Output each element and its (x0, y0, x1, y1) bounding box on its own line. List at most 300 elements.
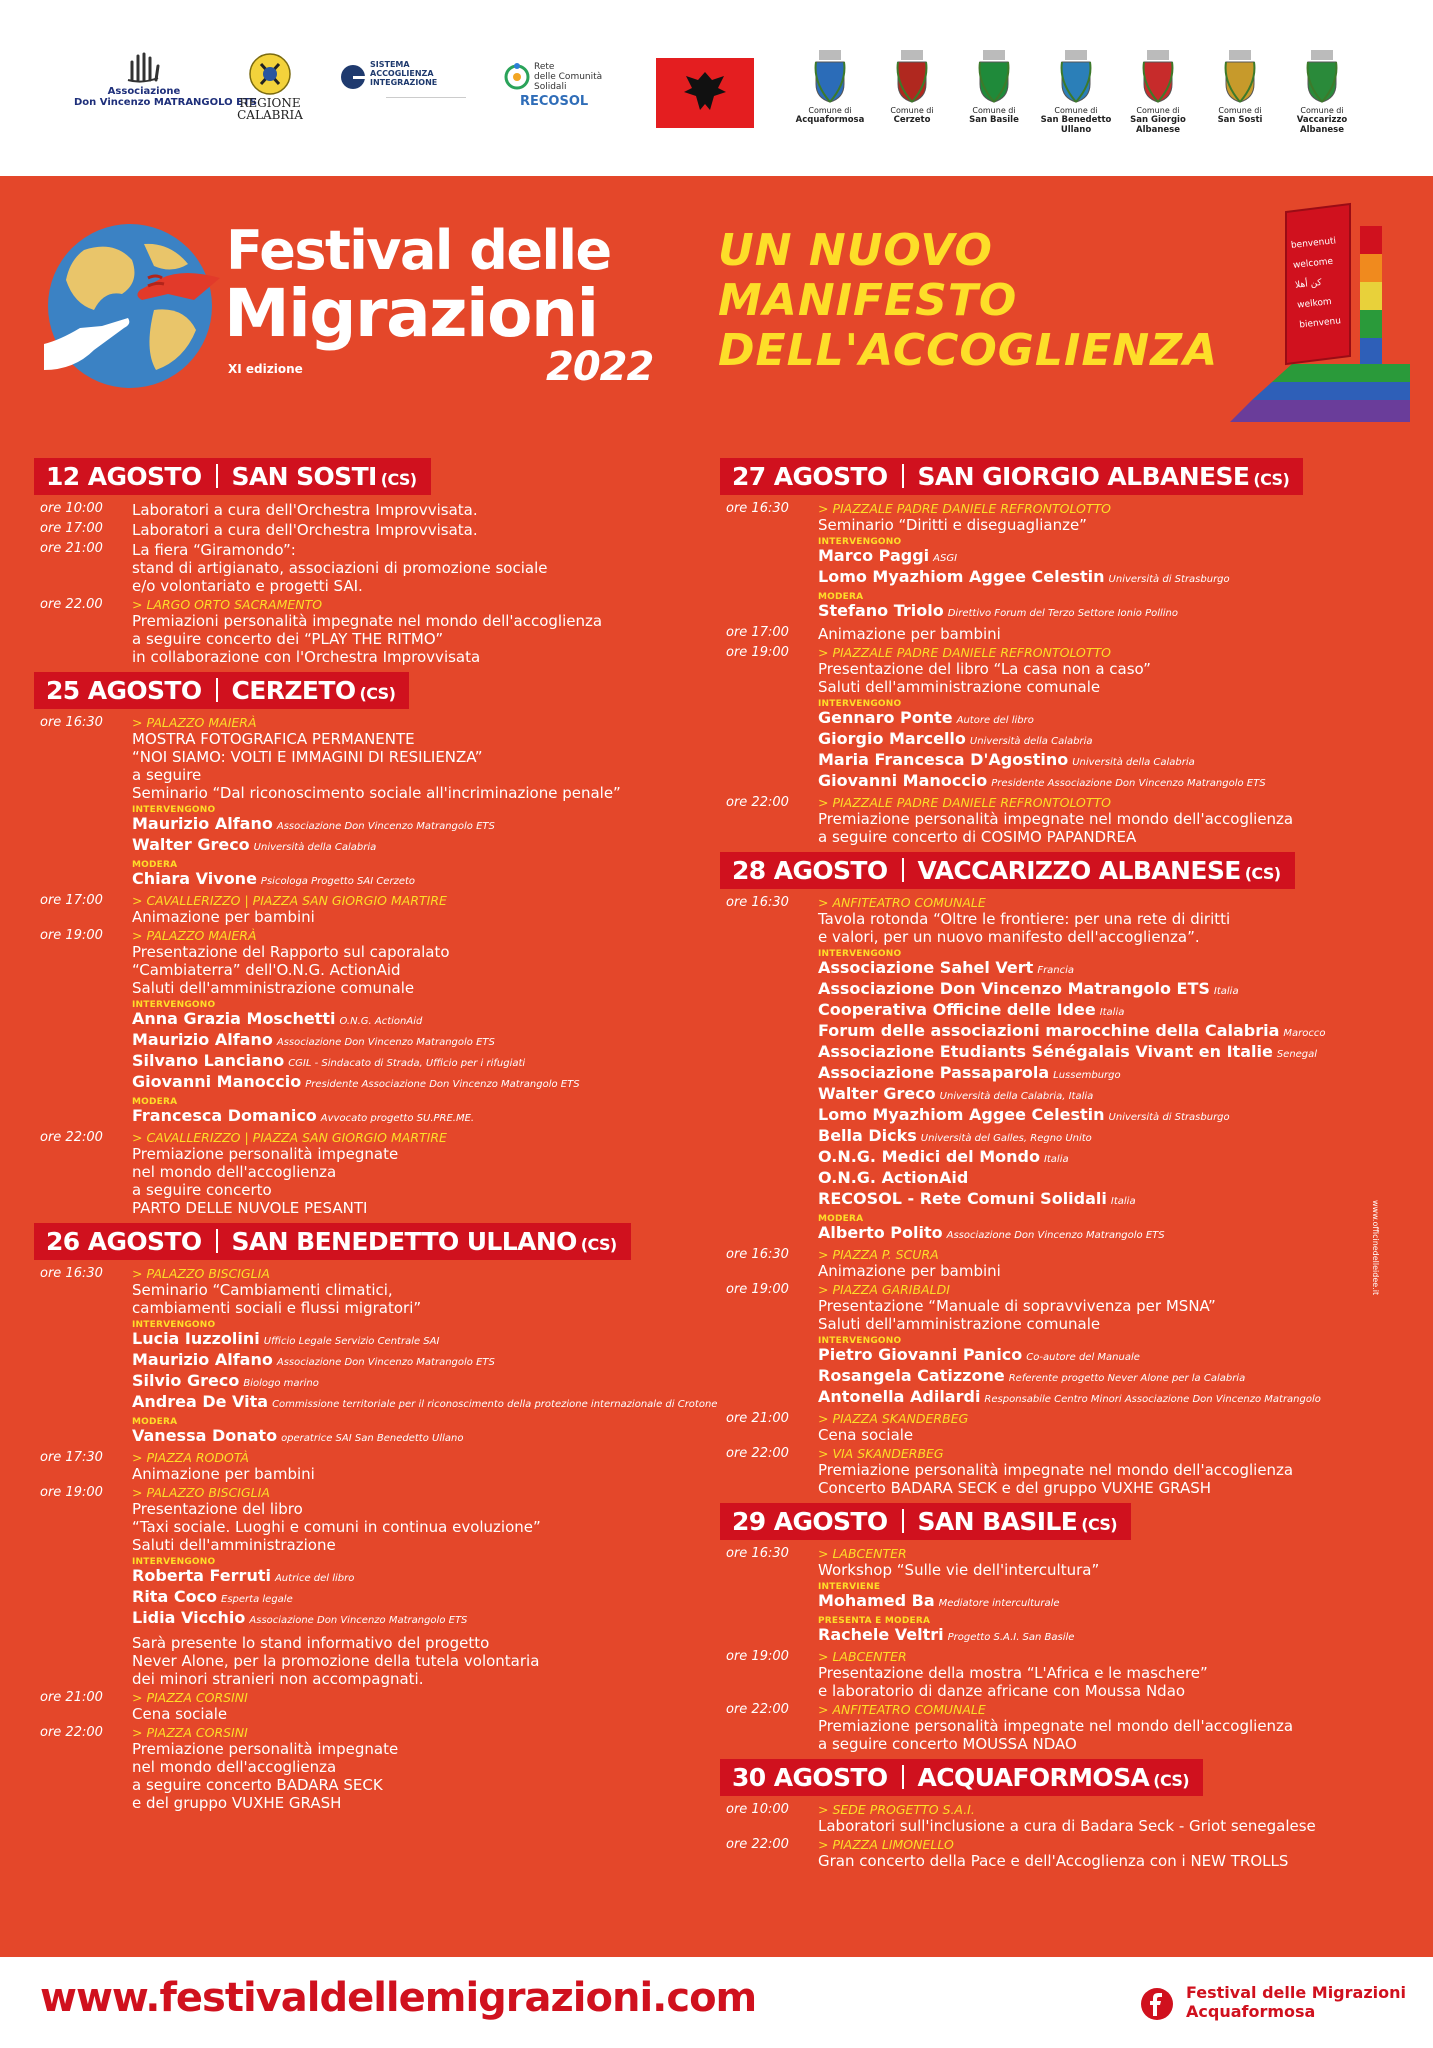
event-row (0, 501, 700, 519)
day-place: SAN BENEDETTO ULLANO (231, 1227, 577, 1256)
header-divider (902, 1509, 904, 1533)
recosol-line3: Solidali (534, 82, 567, 92)
hand-icon (122, 50, 166, 84)
event-line: PARTO DELLE NUVOLE PESANTI (132, 1199, 368, 1217)
event-line: Premiazione personalità impegnate (132, 1740, 399, 1758)
speaker (818, 602, 1426, 623)
facebook-page-link[interactable] (1186, 1983, 1406, 2021)
event-place: > PIAZZA P. SCURA (818, 1247, 939, 1262)
event-row (0, 893, 700, 926)
speaker-affiliation: Italia (1043, 1154, 1069, 1165)
speaker (818, 1127, 1426, 1148)
event-body (132, 1690, 700, 1723)
event-body (818, 1546, 1426, 1647)
sai-line2: ACCOGLIENZA (370, 69, 434, 78)
speaker-name: Maria Francesca D'Agostino (818, 750, 1069, 769)
speaker-role: INTERVENGONO (132, 1557, 216, 1567)
speaker-name: O.N.G. Medici del Mondo (818, 1147, 1040, 1166)
event-place: > PIAZZALE PADRE DANIELE REFRONTOLOTTO (818, 795, 1111, 810)
facebook-icon[interactable] (1140, 1987, 1174, 2021)
speaker-affiliation: Associazione Don Vincenzo Matrangolo ETS (276, 1357, 495, 1368)
event-time: ore 16:30 (726, 895, 789, 910)
program-right-column (686, 458, 1426, 1876)
header-divider (902, 858, 904, 882)
event-body (132, 597, 700, 666)
header-divider (902, 464, 904, 488)
event-time: ore 16:30 (40, 715, 103, 730)
speaker (818, 568, 1426, 589)
speaker-affiliation: Italia (1213, 986, 1239, 997)
event-time: ore 22:00 (726, 795, 789, 810)
event-row (686, 625, 1426, 643)
side-credit[interactable]: www.officinedelleidee.it (1371, 1200, 1380, 1296)
day-province: (CS) (380, 470, 417, 489)
event-row (0, 597, 700, 666)
header-divider (216, 464, 218, 488)
event-place: > PIAZZA CORSINI (132, 1690, 248, 1705)
speaker-name: Giovanni Manoccio (818, 771, 988, 790)
day-province: (CS) (1153, 1771, 1190, 1790)
event-row (0, 1485, 700, 1688)
event-line: Premiazioni personalità impegnate nel mondo dell'accoglienza (132, 612, 603, 630)
event-line: Animazione per bambini (818, 1262, 1001, 1280)
regione-line1: REGIONE (239, 96, 301, 110)
event-body (132, 541, 700, 595)
event-line: Animazione per bambini (132, 908, 315, 926)
comune-crest-icon (977, 48, 1011, 104)
speaker-affiliation: Marocco (1283, 1028, 1326, 1039)
event-line: Seminario “Diritti e diseguaglianze” (818, 516, 1087, 534)
festival-title-line1: Festival delle (226, 219, 611, 282)
event-line: Gran concerto della Pace e dell'Accoglienza con i NEW TROLLS (818, 1852, 1289, 1870)
speaker-affiliation: ASGI (933, 553, 958, 564)
speaker (818, 772, 1426, 793)
event-place: > PIAZZA SKANDERBEG (818, 1411, 969, 1426)
event-row (686, 895, 1426, 1245)
speaker-name: Forum delle associazioni marocchine della Calabria (818, 1021, 1280, 1040)
header-divider (216, 1229, 218, 1253)
comune-logo (1118, 48, 1198, 135)
speaker-affiliation: Lussemburgo (1053, 1070, 1121, 1081)
speaker (132, 1588, 700, 1609)
event-body (132, 521, 700, 539)
event-line: “NOI SIAMO: VOLTI E IMMAGINI DI RESILIENZA” (132, 748, 483, 766)
speaker-role: INTERVENGONO (818, 1336, 902, 1346)
speaker-name: Associazione Don Vincenzo Matrangolo ETS (818, 979, 1210, 998)
speaker (818, 1148, 1426, 1169)
event-line: Concerto BADARA SECK e del gruppo VUXHE GRASH (818, 1479, 1212, 1497)
event-line: Premiazione personalità impegnate nel mondo dell'accoglienza (818, 1717, 1294, 1735)
event-line: Tavola rotonda “Oltre le frontiere: per una rete di diritti (818, 910, 1231, 928)
speaker-affiliation: Università di Strasburgo (1108, 1112, 1230, 1123)
comune-name: Vaccarizzo Albanese (1296, 115, 1348, 135)
comune-crest-icon (1223, 48, 1257, 104)
speaker (818, 1346, 1426, 1367)
comune-label: Comune di (1054, 106, 1098, 115)
speaker-role: MODERA (132, 1097, 178, 1107)
speaker-name: Andrea De Vita (132, 1392, 269, 1411)
event-place: > SEDE PROGETTO S.A.I. (818, 1802, 975, 1817)
speaker (132, 1031, 700, 1052)
speaker (818, 547, 1426, 568)
event-line: a seguire concerto dei “PLAY THE RITMO” (132, 630, 444, 648)
day-date: 26 AGOSTO (46, 1227, 202, 1256)
speaker-name: Mohamed Ba (818, 1591, 935, 1610)
event-place: > ANFITEATRO COMUNALE (818, 1702, 986, 1717)
event-body (132, 1266, 718, 1448)
speaker-affiliation: Università della Calabria, Italia (939, 1091, 1094, 1102)
event-line: Presentazione della mostra “L'Africa e le maschere” (818, 1664, 1208, 1682)
speaker-name: Stefano Triolo (818, 601, 944, 620)
event-line: Presentazione del libro (132, 1500, 303, 1518)
event-time: ore 21:00 (40, 1690, 103, 1705)
banner-word: welkom (1296, 297, 1333, 311)
event-body (818, 1282, 1426, 1409)
speaker (132, 1351, 700, 1372)
albanian-flag (656, 58, 754, 128)
comune-name: San Sosti (1217, 115, 1263, 125)
comune-label: Comune di (1136, 106, 1180, 115)
speaker-affiliation: Università di Strasburgo (1108, 574, 1230, 585)
event-line: a seguire (132, 766, 202, 784)
speaker-name: O.N.G. ActionAid (818, 1168, 969, 1187)
association-logo (74, 50, 257, 108)
speaker (818, 751, 1426, 772)
event-time: ore 16:30 (726, 1247, 789, 1262)
speaker-affiliation: Senegal (1276, 1049, 1318, 1060)
event-time: ore 16:30 (726, 1546, 789, 1561)
event-line: Saluti dell'amministrazione (132, 1536, 336, 1554)
event-line: Premiazione personalità impegnate (132, 1145, 399, 1163)
facebook-page-line2: Acquaformosa (1186, 2002, 1316, 2021)
comune-label: Comune di (1300, 106, 1344, 115)
day-place: SAN BASILE (917, 1507, 1078, 1536)
comune-logo (790, 48, 870, 125)
speaker (132, 1330, 700, 1351)
event-row (686, 1446, 1426, 1497)
event-body (818, 1446, 1426, 1497)
comune-logo (872, 48, 952, 125)
event-body (818, 795, 1426, 846)
day-place: ACQUAFORMOSA (917, 1763, 1150, 1792)
speaker-role: INTERVENGONO (818, 949, 902, 959)
speaker-name: Associazione Etudiants Sénégalais Vivant en Italie (818, 1042, 1273, 1061)
recosol-logo (504, 62, 634, 109)
event-row (0, 1725, 700, 1812)
association-name-line2: Don Vincenzo MATRANGOLO ETS (74, 97, 257, 108)
speaker (132, 1609, 700, 1630)
speaker-affiliation: Università del Galles, Regno Unito (920, 1133, 1092, 1144)
speaker-affiliation: Responsabile Centro Minori Associazione Don Vincenzo Matrangolo (984, 1394, 1321, 1405)
tagline (718, 226, 1218, 376)
event-body (818, 1649, 1426, 1700)
event-place: > CAVALLERIZZO | PIAZZA SAN GIORGIO MARTIRE (132, 1130, 447, 1145)
day-header (34, 1223, 631, 1260)
tagline-line1: UN NUOVO (718, 225, 993, 276)
event-row (686, 1282, 1426, 1409)
event-line: e/o volontariato e progetti SAI. (132, 577, 363, 595)
day-date: 29 AGOSTO (732, 1507, 888, 1536)
event-place: > PIAZZA GARIBALDI (818, 1282, 950, 1297)
event-line: Premiazione personalità impegnate nel mondo dell'accoglienza (818, 1461, 1294, 1479)
day-date: 28 AGOSTO (732, 856, 888, 885)
event-line: cambiamenti sociali e flussi migratori” (132, 1299, 422, 1317)
day-section (0, 458, 700, 666)
comune-name: San Basile (969, 115, 1019, 125)
event-line: e valori, per un nuovo manifesto dell'accoglienza”. (818, 928, 1200, 946)
event-place: > PALAZZO BISCIGLIA (132, 1266, 270, 1281)
speaker-affiliation: Commissione territoriale per il riconoscimento della protezione internazionale di Crotone (272, 1399, 718, 1410)
day-header (720, 458, 1303, 495)
speaker-role: MODERA (132, 1417, 178, 1427)
event-line: stand di artigianato, associazioni di promozione sociale (132, 559, 548, 577)
day-header (720, 852, 1295, 889)
comune-name: Acquaformosa (795, 115, 865, 125)
speaker-affiliation: Autore del libro (956, 715, 1034, 726)
speaker (818, 1085, 1426, 1106)
speaker-name: Maurizio Alfano (132, 1030, 273, 1049)
speaker-name: Gennaro Ponte (818, 708, 953, 727)
speaker-role: PRESENTA E MODERA (818, 1616, 931, 1626)
speaker-affiliation: Università della Calabria (1072, 757, 1195, 768)
event-line: nel mondo dell'accoglienza (132, 1758, 337, 1776)
speaker-name: Antonella Adilardi (818, 1387, 981, 1406)
event-line: Cena sociale (818, 1426, 914, 1444)
event-row (686, 645, 1426, 793)
event-line: Saluti dell'amministrazione comunale (132, 979, 415, 997)
event-time: ore 22:00 (726, 1837, 789, 1852)
sai-sublogos (386, 97, 466, 111)
event-time: ore 19:00 (726, 645, 789, 660)
festival-edition: XI edizione (228, 362, 303, 376)
speaker-role: INTERVENGONO (132, 1320, 216, 1330)
comune-name: San Benedetto Ullano (1040, 115, 1112, 135)
event-place: > PIAZZALE PADRE DANIELE REFRONTOLOTTO (818, 501, 1111, 516)
speaker (132, 1427, 700, 1448)
speaker-affiliation: operatrice SAI San Benedetto Ullano (281, 1433, 464, 1444)
day-header (34, 458, 431, 495)
speaker-affiliation: Associazione Don Vincenzo Matrangolo ETS (276, 821, 495, 832)
speaker-affiliation: Progetto S.A.I. San Basile (947, 1632, 1075, 1643)
header-divider (216, 678, 218, 702)
speaker-affiliation: Esperta legale (221, 1594, 293, 1605)
comune-logo (1036, 48, 1116, 135)
event-line: Never Alone, per la promozione della tutela volontaria (132, 1652, 540, 1670)
banner-word: bienvenu (1298, 316, 1342, 331)
double-eagle-icon (656, 58, 754, 128)
recosol-name: RECOSOL (520, 94, 589, 109)
day-place: SAN GIORGIO ALBANESE (917, 462, 1250, 491)
day-date: 12 AGOSTO (46, 462, 202, 491)
event-place: > ANFITEATRO COMUNALE (818, 895, 986, 910)
comune-label: Comune di (972, 106, 1016, 115)
event-body (132, 501, 700, 519)
speaker-name: Roberta Ferruti (132, 1566, 271, 1585)
speaker-affiliation: Avvocato progetto SU.PRE.ME. (320, 1113, 475, 1124)
event-time: ore 16:30 (40, 1266, 103, 1281)
event-time: ore 19:00 (40, 928, 103, 943)
speaker-affiliation: Università della Calabria (969, 736, 1093, 747)
event-place: > CAVALLERIZZO | PIAZZA SAN GIORGIO MARTIRE (132, 893, 447, 908)
event-body (818, 895, 1426, 1245)
event-row (686, 1802, 1426, 1835)
speaker-affiliation: Associazione Don Vincenzo Matrangolo ETS (276, 1037, 495, 1048)
day-section (0, 672, 700, 1217)
speaker-affiliation: Università della Calabria (253, 842, 377, 853)
event-line: Saluti dell'amministrazione comunale (818, 1315, 1101, 1333)
speaker (132, 1372, 700, 1393)
event-time: ore 19:00 (726, 1282, 789, 1297)
speaker-name: Lucia Iuzzolini (132, 1329, 260, 1348)
day-province: (CS) (1081, 1515, 1118, 1534)
comune-crest-icon (813, 48, 847, 104)
comune-crest-icon (1059, 48, 1093, 104)
speaker-name: Anna Grazia Moschetti (132, 1009, 336, 1028)
event-row (0, 928, 700, 1128)
day-header (720, 1759, 1203, 1796)
speaker (818, 1592, 1426, 1613)
speaker (132, 815, 700, 836)
speaker-name: Cooperativa Officine delle Idee (818, 1000, 1096, 1019)
recosol-line2: delle Comunità (534, 72, 603, 82)
comune-logo (1282, 48, 1362, 135)
banner-word: benvenuti (1290, 236, 1337, 251)
speaker (818, 980, 1426, 1001)
event-line: Presentazione del Rapporto sul caporalato (132, 943, 450, 961)
speaker (132, 1010, 700, 1031)
event-line: a seguire concerto (132, 1181, 272, 1199)
speaker-affiliation: Francia (1037, 965, 1075, 976)
event-time: ore 19:00 (726, 1649, 789, 1664)
event-time: ore 22:00 (40, 1130, 103, 1145)
event-row (0, 1450, 700, 1483)
speaker (818, 1169, 1426, 1190)
speaker-role: INTERVENGONO (132, 1000, 216, 1010)
speaker (818, 1064, 1426, 1085)
regione-calabria-logo (228, 52, 312, 122)
event-row (0, 1130, 700, 1217)
event-line: La fiera “Giramondo”: (132, 541, 296, 559)
event-line: a seguire concerto BADARA SECK (132, 1776, 383, 1794)
speaker-affiliation: Biologo marino (243, 1378, 319, 1389)
day-date: 25 AGOSTO (46, 676, 202, 705)
speaker-name: Pietro Giovanni Panico (818, 1345, 1023, 1364)
event-body (818, 1837, 1426, 1870)
event-place: > PALAZZO BISCIGLIA (132, 1485, 270, 1500)
event-place: > LABCENTER (818, 1546, 907, 1561)
day-province: (CS) (1244, 864, 1281, 883)
speaker-name: Bella Dicks (818, 1126, 917, 1145)
event-line: Cena sociale (132, 1705, 228, 1723)
event-line: Workshop “Sulle vie dell'intercultura” (818, 1561, 1100, 1579)
event-time: ore 19:00 (40, 1485, 103, 1500)
comune-name: Cerzeto (893, 115, 931, 125)
event-row (686, 795, 1426, 846)
day-place: VACCARIZZO ALBANESE (917, 856, 1241, 885)
day-province: (CS) (1253, 470, 1290, 489)
sai-line3: INTEGRAZIONE (370, 78, 438, 87)
tagline-line2: MANIFESTO (718, 275, 1018, 326)
festival-website-link[interactable]: www.festivaldellemigrazioni.com (40, 1975, 757, 2021)
speaker (818, 1043, 1426, 1064)
comune-label: Comune di (1218, 106, 1262, 115)
speaker-name: Associazione Sahel Vert (818, 958, 1034, 977)
speaker-role: MODERA (818, 592, 864, 602)
speaker (818, 1190, 1426, 1211)
facebook-page-line1: Festival delle Migrazioni (1186, 1983, 1406, 2002)
regione-crest-icon (249, 52, 291, 96)
day-section (686, 852, 1426, 1497)
event-time: ore 21:00 (726, 1411, 789, 1426)
event-row (686, 1546, 1426, 1647)
speaker (818, 1224, 1426, 1245)
day-province: (CS) (359, 684, 396, 703)
day-province: (CS) (580, 1235, 617, 1254)
event-row (686, 501, 1426, 623)
event-time: ore 17:00 (726, 625, 789, 640)
comune-label: Comune di (808, 106, 852, 115)
event-body (132, 1130, 700, 1217)
speaker-name: Silvio Greco (132, 1371, 240, 1390)
program-left-column (0, 458, 718, 1818)
speaker-name: Maurizio Alfano (132, 814, 273, 833)
speaker (818, 959, 1426, 980)
event-line: a seguire concerto di COSIMO PAPANDREA (818, 828, 1137, 846)
event-line: dei minori stranieri non accompagnati. (132, 1670, 424, 1688)
day-section (686, 1503, 1426, 1753)
event-place: > PIAZZALE PADRE DANIELE REFRONTOLOTTO (818, 645, 1111, 660)
event-body (132, 1485, 700, 1688)
festival-title-line2: Migrazioni (224, 275, 598, 352)
speaker (818, 1001, 1426, 1022)
globe-hands-icon (44, 220, 222, 390)
event-place: > LARGO ORTO SACRAMENTO (132, 597, 323, 612)
event-row (686, 1411, 1426, 1444)
event-body (132, 1450, 700, 1483)
event-line: Seminario “Cambiamenti climatici, (132, 1281, 393, 1299)
speaker (132, 1073, 700, 1094)
event-line: in collaborazione con l'Orchestra Improvvisata (132, 648, 481, 666)
speaker-role: INTERVENGONO (818, 537, 902, 547)
speaker-name: Chiara Vivone (132, 869, 257, 888)
event-line: nel mondo dell'accoglienza (132, 1163, 337, 1181)
speaker (132, 1052, 700, 1073)
speaker-affiliation: Presidente Associazione Don Vincenzo Matrangolo ETS (991, 778, 1266, 789)
event-place: > PIAZZA LIMONELLO (818, 1837, 954, 1852)
speaker-name: Walter Greco (132, 835, 250, 854)
speaker-affiliation: Co-autore del Manuale (1026, 1352, 1140, 1363)
event-time: ore 22:00 (726, 1446, 789, 1461)
event-place: > PALAZZO MAIERÀ (132, 928, 257, 943)
event-row (686, 1247, 1426, 1280)
speaker (818, 1626, 1426, 1647)
sai-line1: SISTEMA (370, 60, 410, 69)
event-line: Saluti dell'amministrazione comunale (818, 678, 1101, 696)
day-place: CERZETO (231, 676, 356, 705)
speaker-role: INTERVIENE (818, 1582, 881, 1592)
event-time: ore 16:30 (726, 501, 789, 516)
event-line: e del gruppo VUXHE GRASH (132, 1794, 342, 1812)
speaker-role: INTERVENGONO (132, 805, 216, 815)
event-line: Sarà presente lo stand informativo del progetto (132, 1634, 490, 1652)
event-row (0, 715, 700, 891)
footer (0, 1957, 1433, 2048)
event-body (818, 1411, 1426, 1444)
speaker-name: Lomo Myazhiom Aggee Celestin (818, 1105, 1105, 1124)
speaker (132, 1567, 700, 1588)
speaker (818, 730, 1426, 751)
event-line: Presentazione “Manuale di sopravvivenza per MSNA” (818, 1297, 1216, 1315)
